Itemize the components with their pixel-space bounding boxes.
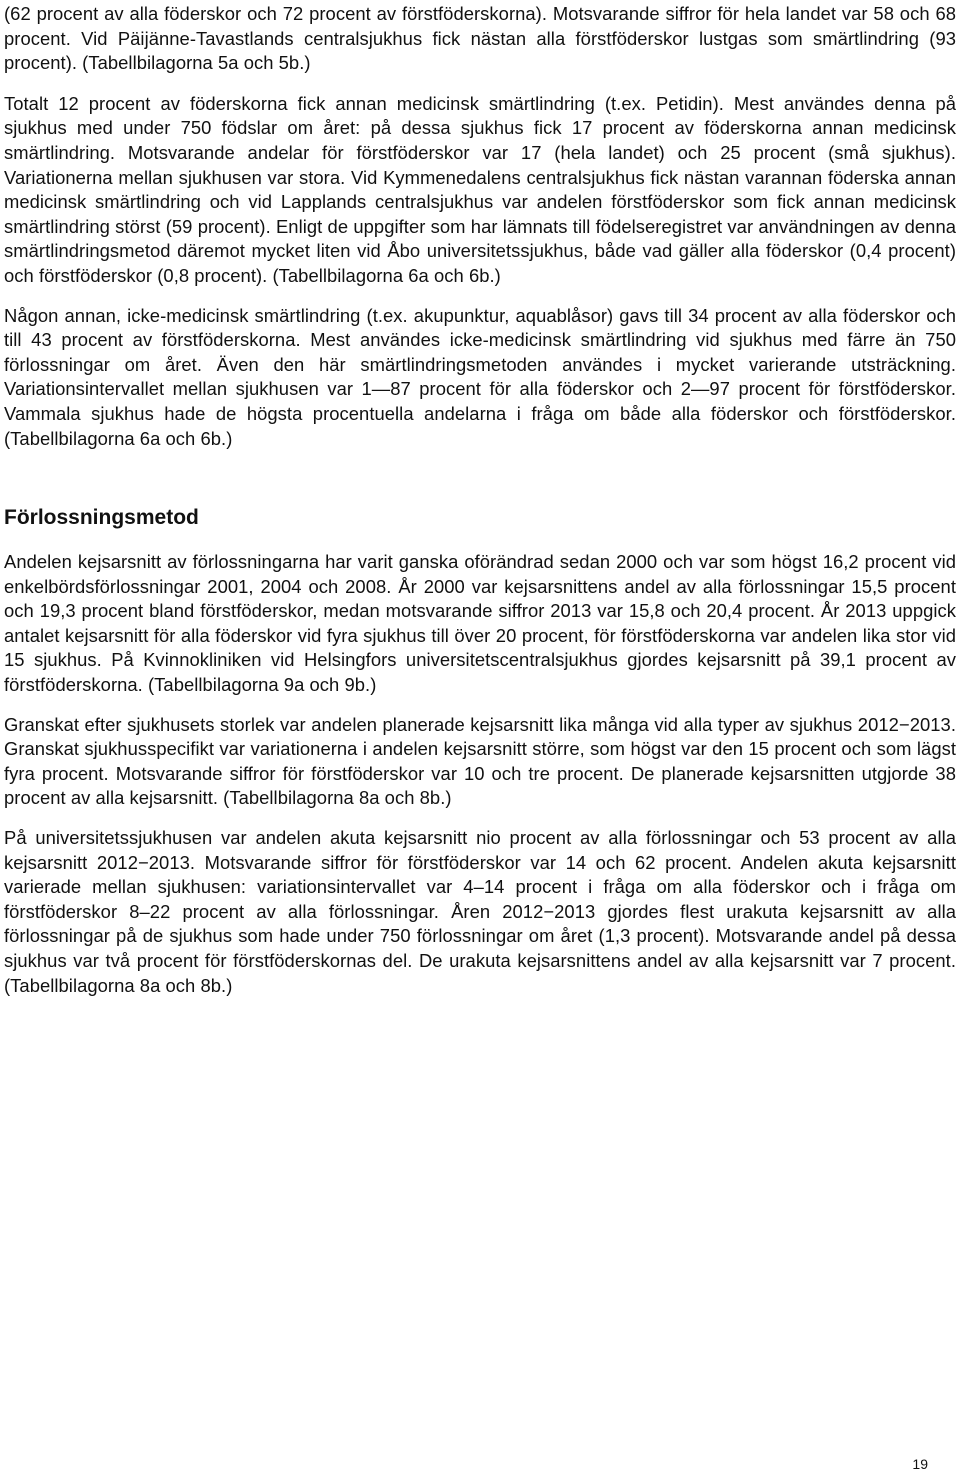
paragraph-lustgas: (62 procent av alla föderskor och 72 procent av förstföderskorna). Motsvarande siffror för hela landet var 58 och 68 procent. Vid Päijänne-Tavastlands centralsjukhus fick nästan alla förstföderskor lustgas som smärtlindring (93 procent). (Tabellbilagorna 5a och 5b.) (4, 3, 956, 74)
document-page (4, 2, 956, 998)
page-number: 19 (912, 1456, 928, 1472)
section-heading: Förlossningsmetod (4, 506, 199, 530)
paragraph-medicinsk-smartlindring: Totalt 12 procent av föderskorna fick annan medicinsk smärtlindring (t.ex. Petidin). Mest användes denna på sjukhus med under 750 födslar om året: på dessa sjukhus fick 17 procent av föderskorna annan medicinsk smärtlindring. Motsvarande andelar för förstföderskor var 17 (hela landet) och 25 procent (små sjukhus). Variationerna mellan sjukhusen var stora. Vid Kymmenedalens centralsjukhus fick nästan varannan föderska annan medicinsk smärtlindring och vid Lapplands centralsjukhus var andelen förstföderskor som fick annan medicinsk smärtlindring störst (59 procent). Enligt de uppgifter som har lämnats till födelseregistret var användningen av denna smärtlindringsmetod däremot mycket liten vid Åbo universitetssjukhus, både vad gäller alla föderskor (0,4 procent) och förstföderskor (0,8 procent). (Tabellbilagorna 6a och 6b.) (4, 92, 956, 286)
paragraph-planerade-kejsarsnitt: Granskat efter sjukhusets storlek var andelen planerade kejsarsnitt lika många vid alla typer av sjukhus 2012−2013. Granskat sjukhusspecifikt var variationerna i andelen kejsarsnitt större, som högst var den 15 procent och som lägst fyra procent. Motsvarande siffror för förstföderskor var 10 och tre procent. De planerade kejsarsnitten utgjorde 38 procent av alla kejsarsnitt. (Tabellbilagorna 8a och 8b.) (4, 713, 956, 809)
paragraph-icke-medicinsk-smartlindring: Någon annan, icke-medicinsk smärtlindring (t.ex. akupunktur, aquablåsor) gavs till 34 procent av alla föderskor och till 43 procent av förstföderskorna. Mest användes icke-medicinsk smärtlindring vid sjukhus med färre än 750 förlossningar om året. Även den här smärtlindringsmetoden användes i mycket varierande utsträckning. Variationsintervallet mellan sjukhusen var 1—87 procent för alla föderskor och 2—97 procent för förstföderskor. Vammala sjukhus hade de högsta procentuella andelarna i fråga om både alla föderskor och förstföderskor. (Tabellbilagorna 6a och 6b.) (4, 304, 956, 449)
paragraph-akuta-kejsarsnitt: På universitetssjukhusen var andelen akuta kejsarsnitt nio procent av alla förlossningar och 53 procent av alla kejsarsnitt 2012−2013. Motsvarande siffror för förstföderskor var 14 och 62 procent. Andelen akuta kejsarsnitt varierade mellan sjukhusen: variationsintervallet var 4–14 procent i fråga om alla föderskor och i fråga om förstföderskor 8–22 procent av alla förlossningar. Åren 2012−2013 gjordes flest urakuta kejsarsnitt av alla förlossningar på de sjukhus som hade under 750 förlossningar om året (1,3 procent). Motsvarande andel på dessa sjukhus var två procent för förstföderskornas del. De urakuta kejsarsnittens andel av alla kejsarsnitt var 7 procent. (Tabellbilagorna 8a och 8b.) (4, 827, 956, 996)
paragraph-kejsarsnitt-andel: Andelen kejsarsnitt av förlossningarna har varit ganska oförändrad sedan 2000 och var som högst 16,2 procent vid enkelbördsförlossningar 2001, 2004 och 2008. År 2000 var kejsarsnittens andel av alla förlossningar 15,5 procent och 19,3 procent bland förstföderskor, medan motsvarande siffror 2013 var 15,8 och 20,4 procent. År 2013 uppgick antalet kejsarsnitt för alla föderskor vid fyra sjukhus till över 20 procent, för förstföderskorna var andelen lika stor vid 15 sjukhus. På Kvinnokliniken vid Helsingfors universitetscentralsjukhus gjordes kejsarsnitt på 39,1 procent av förstföderskorna. (Tabellbilagorna 9a och 9b.) (4, 551, 956, 696)
